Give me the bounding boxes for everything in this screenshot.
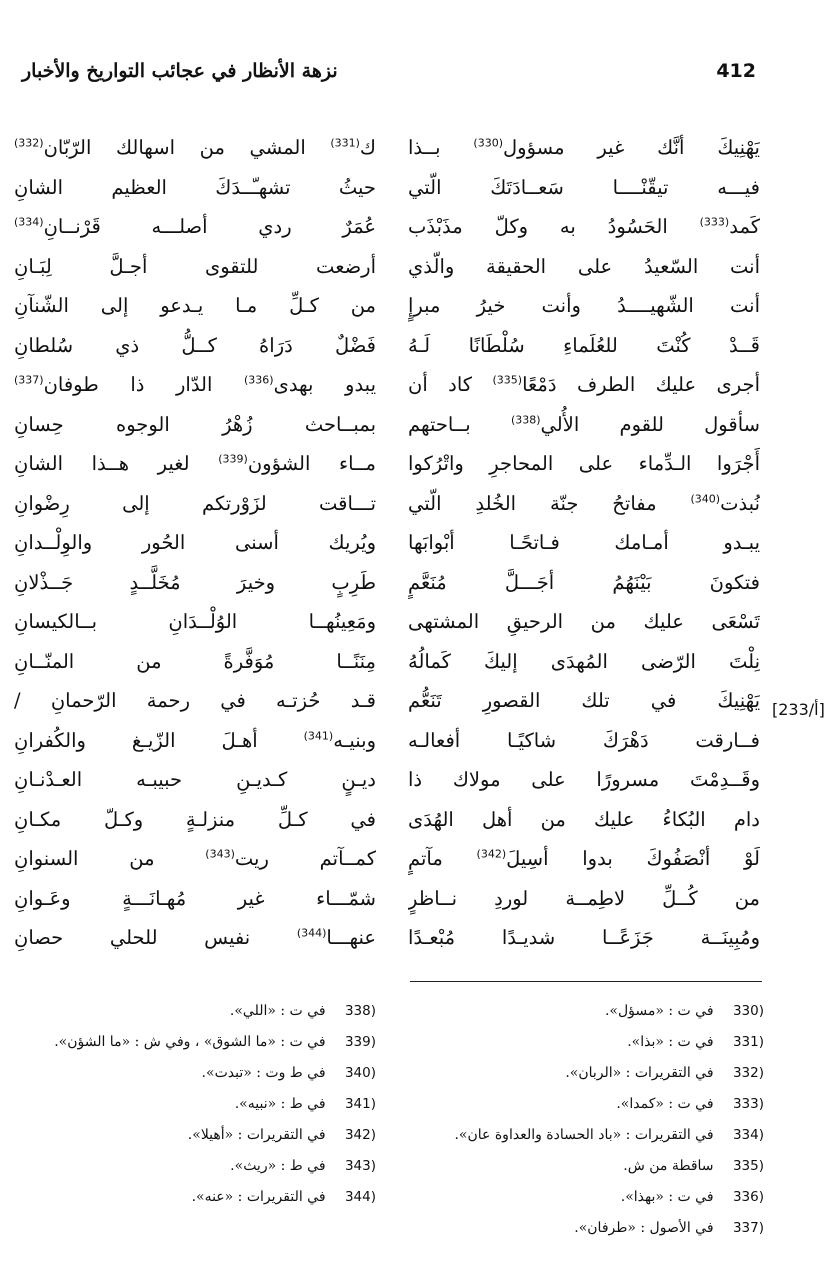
footnote (14, 1058, 376, 1089)
footnotes-left (14, 996, 376, 1213)
verse-text-cont: مآتمٍ (408, 847, 477, 870)
page-header (22, 60, 756, 96)
verse-line (14, 286, 376, 326)
verse-text: فيـــه تيقّنْــــا سَعــادَتَكَ الّتي (408, 175, 760, 199)
verse-text-cont: لغير هــذا الشانِ (14, 452, 219, 475)
verse-text: يَهْنِيكَ في تلك القصورِ تَنَعُّم (408, 689, 760, 712)
footnote (392, 1058, 764, 1089)
verse-text: سأقول للقوم الأُلي (540, 412, 760, 436)
verse-line (408, 839, 760, 879)
verse-text-cont: الدّار ذا طوفان (43, 373, 244, 396)
verse-line (14, 642, 376, 682)
verse-text: لَوْ أنْصَفُوكَ بدوا أسِيلَ (506, 847, 760, 870)
verse-text: كمــآتم ريت (234, 847, 376, 870)
verse-text: ومَعِينُهــا الوُلْــدَانِ بــالكيسانِ (14, 610, 376, 633)
verse-line (408, 365, 760, 405)
verse-text: مِنَنًــا مُوَفَّرةً من المنّــانِ (14, 649, 376, 673)
verse-text: بمبــاحث زُهْرُ الوجوه حِسانِ (14, 412, 376, 436)
footnote (392, 1027, 764, 1058)
verse-text: مــاء الشؤون (247, 452, 376, 475)
verse-text-cont: بــاحتهم (408, 412, 511, 436)
verse-line (408, 602, 760, 642)
verse-line (408, 484, 760, 524)
footnote-number: 334) (732, 1127, 764, 1143)
verse-line (408, 721, 760, 761)
verse-text: نِلْتَ الرّضى المُهدَى إليكَ كَمالُهُ (408, 649, 760, 673)
footnote-text: في ت : «ما الشوق» ، وفي ش : «ما الشؤن». (54, 1034, 326, 1050)
verse-text-cont: نفيس للحلي حصانِ (14, 926, 297, 949)
verse-line (408, 523, 760, 563)
verse-text: ديـنٍ كـديـنِ حبيبـه العـدْنـانِ (14, 768, 376, 791)
verse-line (14, 602, 376, 642)
footnote-text: في التقريرات : «عنه». (191, 1189, 326, 1205)
verse-line (14, 839, 376, 879)
footnote-ref: (334) (14, 215, 44, 229)
footnote-text: ساقطة من ش. (623, 1158, 714, 1174)
verse-text: وقَــدِمْتَ مسرورًا على مولاك ذا (408, 768, 760, 791)
footnote-number: 337) (732, 1220, 764, 1236)
verse-line (14, 444, 376, 484)
footnote-ref: (341) (303, 729, 334, 742)
verse-line (14, 365, 376, 405)
verse-text: عُمَرٌ ردي أصلـــه قَرْنــانِ (43, 215, 376, 238)
verse-line (14, 247, 376, 287)
footnote-text: في الأصول : «طرفان». (574, 1220, 714, 1236)
manuscript-folio-marker: [233/أ] (772, 700, 825, 719)
footnote-number: 340) (344, 1065, 376, 1081)
footnote (14, 1182, 376, 1213)
verse-line (408, 642, 760, 682)
footnote-number: 331) (732, 1034, 764, 1050)
footnote-ref: (330) (473, 136, 504, 150)
footnote-number: 336) (732, 1189, 764, 1205)
verse-text: ك (359, 136, 376, 159)
footnote-number: 333) (732, 1096, 764, 1112)
footnote-text: في ط : «ريث». (230, 1158, 326, 1174)
verse-line (408, 247, 760, 287)
footnote (392, 1089, 764, 1120)
footnote (392, 996, 764, 1027)
verse-line (408, 760, 760, 800)
verse-text: نُبذت (720, 491, 760, 515)
footnote-ref: (338) (510, 413, 541, 426)
verse-text: فــارقت دَهْرَكَ شاكيًـا أفعالـه (408, 728, 760, 752)
verse-text: قـد حُزتـه في رحمة الرّحمانِ / (14, 689, 376, 712)
verse-text: دام البُكاءُ عليك من أهل الهُدَى (408, 807, 760, 831)
verse-line (14, 879, 376, 919)
verse-line (14, 168, 376, 208)
verse-line (408, 879, 760, 919)
verse-line (14, 523, 376, 563)
page-number: 412 (716, 60, 756, 82)
verse-text: أنت الشّهيــــدُ وأنت خيرُ مبرإٍ (408, 294, 760, 317)
verse-text-cont: بــذا (408, 136, 474, 159)
verse-line (14, 800, 376, 840)
footnote-text: في ت : «بهذا». (620, 1189, 714, 1205)
verse-line (408, 405, 760, 445)
poem-right-column (408, 128, 760, 958)
verse-text: فتكونَ بَيْنَهُمُ أجَـــلَّ مُنَعَّمٍ (408, 570, 760, 594)
verse-text: طَرِبٍ وخيرَ مُخَلَّــدٍ جَــذْلانِ (14, 570, 376, 594)
footnote-text: في ت : «كمدا». (616, 1096, 714, 1112)
verse-text-cont: المشي من اسهالك الرّبّان (43, 136, 331, 159)
footnote (14, 1089, 376, 1120)
verse-line (14, 563, 376, 603)
footnote-number: 344) (344, 1189, 376, 1205)
verse-line (14, 207, 376, 247)
footnote-text: في التقريرات : «أهيلا». (187, 1127, 326, 1143)
verse-line (14, 128, 376, 168)
verse-text: من كـلِّ مـا يـدعو إلى الشّنآنِ (14, 294, 376, 317)
verse-line (14, 760, 376, 800)
footnote-ref: (339) (218, 452, 248, 466)
verse-text: يَهْنِيكَ أنَّك غير مسؤول (503, 136, 760, 159)
verse-text: من كُــلِّ لاطِمــة لوردِ نــاظرٍ (408, 886, 760, 910)
verse-text: تَسْعَى عليك من الرحيقِ المشتهى (408, 610, 760, 633)
verse-text: شمّـــاء غير مُهـانَـــةٍ وعَـوانِ (14, 886, 376, 910)
verse-line (408, 444, 760, 484)
footnote-number: 339) (344, 1034, 376, 1050)
footnote (392, 1120, 764, 1151)
verse-line (14, 405, 376, 445)
verse-text: يبـدو أمـامك فـاتحًـا أبْوابَها (408, 531, 760, 554)
footnote-text: في التقريرات : «باد الحسادة والعداوة عان». (454, 1127, 714, 1143)
footnote-number: 335) (732, 1158, 764, 1174)
footnote-separator (410, 981, 762, 982)
verse-line (408, 681, 760, 721)
footnote-number: 342) (344, 1127, 376, 1143)
footnote (392, 1151, 764, 1182)
verse-line (408, 168, 760, 208)
verse-line (14, 721, 376, 761)
verse-line (408, 207, 760, 247)
verse-line (408, 800, 760, 840)
footnote (392, 1213, 764, 1244)
footnote-ref: (342) (476, 847, 507, 861)
running-title: نزهة الأنظار في عجائب التواريخ والأخبار (22, 60, 338, 82)
verse-text: أَجْرَوا الـدِّماء على المحاجرِ واتْرُكوا (408, 452, 760, 475)
footnote-text: في ت : «مسؤل». (604, 1003, 714, 1019)
footnote-number: 341) (344, 1096, 376, 1112)
footnote (14, 1120, 376, 1151)
footnote-ref: (344) (296, 926, 327, 940)
footnote-ref: (336) (243, 373, 274, 387)
footnote-text: في ت : «بذا». (627, 1034, 714, 1050)
verse-text: قَــدْ كُنْتَ للعُلَماءِ سُلْطَانًا لَـهُ (408, 333, 760, 357)
footnote-number: 338) (344, 1003, 376, 1019)
footnotes-right (392, 996, 764, 1244)
verse-text: حيثُ تشهـّــدَكَ العظيم الشانِ (14, 175, 376, 199)
footnote (392, 1182, 764, 1213)
footnote-text: في ت : «اللي». (229, 1003, 326, 1019)
footnote-number: 343) (344, 1158, 376, 1174)
verse-line (14, 484, 376, 524)
verse-text-cont: كاد أن (408, 373, 493, 396)
footnote (14, 996, 376, 1027)
verse-line (14, 918, 376, 958)
verse-text: يبدو بهدى (273, 373, 376, 396)
verse-text: كَمد (729, 215, 760, 238)
verse-line (14, 326, 376, 366)
footnote-ref: (331) (330, 136, 360, 150)
footnote-ref: (333) (699, 215, 730, 229)
verse-line (408, 563, 760, 603)
verse-text: في كـلِّ منزلـةٍ وكـلّ مكـانِ (14, 807, 376, 831)
verse-text: أجرى عليك الطرف دَمْعًا (522, 373, 760, 396)
footnote-ref: (335) (492, 373, 523, 387)
verse-line (408, 918, 760, 958)
footnote-ref: (343) (205, 847, 235, 861)
footnote-text: في ط : «نبيه». (234, 1096, 326, 1112)
verse-text: تـــاقت لزَوْرتكم إلى رِضْوانِ (14, 491, 376, 515)
footnote-ref: (337) (14, 373, 44, 387)
verse-text-cont: الحَسُودُ به وكلّ مذَبْذَب (408, 215, 700, 238)
footnote (14, 1151, 376, 1182)
verse-text: أرضعت للتقوى أجـلَّ لِبَـانِ (14, 254, 376, 278)
verse-line (14, 681, 376, 721)
verse-text: ومُبِينَــة جَزَعًــا شديـدًا مُبْعـدًا (408, 926, 760, 949)
footnote (14, 1027, 376, 1058)
footnote-number: 330) (732, 1003, 764, 1019)
footnote-text: في ط وت : «تبدت». (201, 1065, 326, 1081)
verse-line (408, 128, 760, 168)
verse-line (408, 326, 760, 366)
footnote-text: في التقريرات : «الربان». (565, 1065, 714, 1081)
verse-text: أنت السّعيدُ على الحقيقة والّذي (408, 254, 760, 278)
verse-text-cont: أهـلَ الزّيـغ والكُفرانِ (14, 728, 304, 752)
verse-line (408, 286, 760, 326)
verse-text-cont: مفاتحُ جنّة الخُلدِ الّتي (408, 491, 691, 515)
verse-text: فَضْلٌ دَرَاهُ كــلُّ ذي سُلطانِ (14, 333, 376, 357)
verse-text: عنهـــا (326, 926, 376, 949)
footnote-ref: (340) (690, 492, 721, 505)
verse-text-cont: من السنوانِ (14, 847, 206, 870)
poem-left-column (14, 128, 376, 958)
verse-text: وبنيـه (333, 728, 376, 752)
footnote-number: 332) (732, 1065, 764, 1081)
footnote-ref: (332) (14, 136, 44, 150)
verse-text: ويُريك أسنى الحُور والوِلْــدانِ (14, 531, 376, 554)
